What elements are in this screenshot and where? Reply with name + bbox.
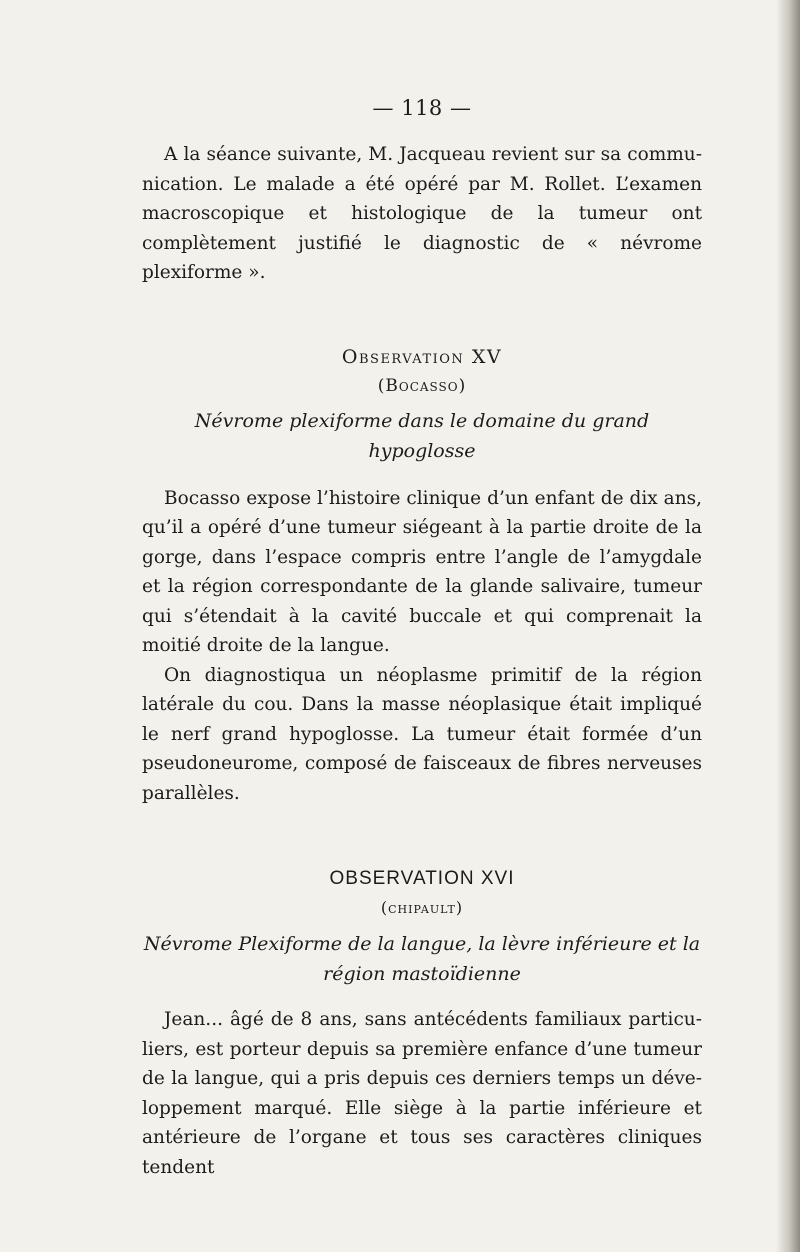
observation-15-subtitle: Névrome plexiforme dans le domaine du grand hypoglosse — [194, 409, 650, 462]
spacer — [142, 368, 702, 376]
spacer — [142, 466, 702, 484]
observation-16-title: OBSERVATION XVI — [329, 868, 515, 889]
spacer — [142, 396, 702, 406]
observation-15-author: (Bocasso) — [377, 375, 467, 396]
spacer — [142, 917, 702, 929]
spacer — [142, 808, 702, 868]
observation-15-title: Observation XV — [341, 345, 503, 368]
page-number: — 118 — — [372, 96, 472, 120]
page-edge-shadow — [776, 0, 800, 1252]
spacer — [142, 989, 702, 1005]
observation-16-paragraph-1: Jean... âgé de 8 ans, sans antécédents familiaux particuliers, est porteur depuis sa première enfance d’une tumeur de la langue, qui a pris depuis ces derniers temps un développement marqué. Elle siège à la partie inférieure et antérieure de l’organe et tous ses caractères cliniques tendent — [142, 1009, 702, 1178]
spacer — [142, 288, 702, 346]
observation-15-paragraph-1: Bocasso expose l’histoire clinique d’un enfant de dix ans, qu’il a opéré d’une tumeur siégeant à la partie droite de la gorge, dans l’espace compris entre l’angle de l’amygdale et la région correspondante de la glande salivaire, tumeur qui s’étendait à la cavité buccale et qui comprenait la moitié droite de la langue. — [142, 487, 702, 656]
book-page — [142, 96, 702, 1182]
spacer — [142, 890, 702, 898]
intro-paragraph: A la séance suivante, M. Jacqueau revient sur sa communication. Le malade a été opéré par M. Rollet. L’examen macroscopique et histologique de la tumeur ont complètement justifié le diagnostic de « névrome plexiforme ». — [142, 144, 702, 283]
observation-16-subtitle-line-2: région mastoïdienne — [323, 963, 521, 985]
observation-15-paragraph-2: On diagnostiqua un néoplasme primitif de la région latérale du cou. Dans la masse néoplasique était impliqué le nerf grand hypoglosse. La tumeur était formée d’un pseudoneurome, composé de faisceaux de fibres nerveuses parallèles. — [142, 664, 702, 804]
observation-16-author: (chipault) — [380, 898, 464, 917]
observation-16-subtitle-line-1: Névrome Plexiforme de la langue, la lèvre inférieure et la — [143, 933, 701, 955]
